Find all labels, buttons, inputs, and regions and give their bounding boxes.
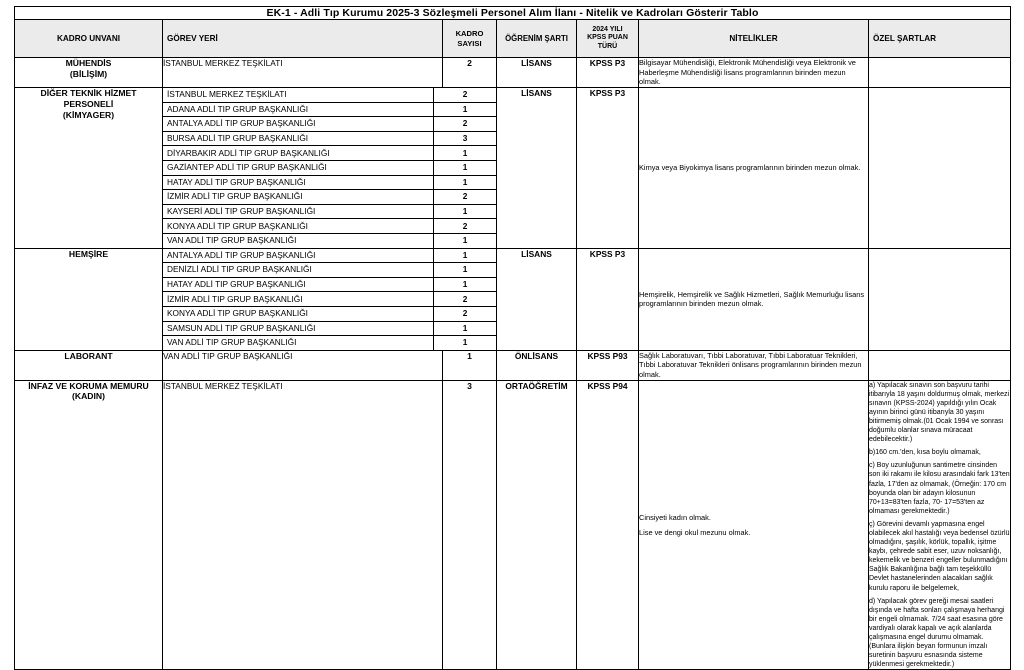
kadro-sayisi: 1 (434, 204, 497, 219)
header-kadro-sayisi (443, 20, 497, 58)
kadro-sayisi: 2 (434, 190, 497, 205)
personnel-table (14, 6, 1011, 670)
row-unvan (15, 58, 163, 88)
unvan-line2: (KADIN) (72, 391, 105, 402)
table-header-row (15, 20, 1011, 58)
row-ozel-sartlar (869, 350, 1011, 380)
table-title-row (15, 7, 1011, 20)
row-nitelikler (639, 88, 869, 249)
kadro-sayisi: 1 (434, 249, 497, 263)
row-kpss: KPSS P93 (577, 350, 639, 380)
ozel-sart-paragraph: a) Yapılacak sınavın son başvuru tarihi itibarıyla 18 yaşını doldurmuş olmak, merkezi sınavın (KPSS-2024) yapıldığı yılın Ocak ayının birinci günü itibarıyla 30 yaşını bitirmemiş olmak.(01 Ocak 1994 ve sonrası doğumlu olanlar sınava müracaat edebilecektir.) (869, 381, 1010, 444)
row-nitelikler (639, 248, 869, 350)
gorev-yeri: KONYA ADLİ TIP GRUP BAŞKANLIĞI (163, 306, 434, 321)
list-item (163, 88, 496, 102)
row-ogrenim: LİSANS (497, 88, 577, 249)
ozel-sart-paragraph: d) Yapılacak görev gereği mesai saatleri dışında ve hafta sonları çalışmaya herhangi bir engeli olmamak. 7/24 saat esasına göre vardiyalı olarak kapalı ve açık alanlarda çalışmasına engel durumu olmamak. (Bunlara ilişkin beyan formunun imzalı suretinin başvuru esnasında sisteme yüklenmesi gerekmektedir.) (869, 597, 1005, 669)
list-item (163, 175, 496, 190)
header-ozel-sartlar: ÖZEL ŞARTLAR (869, 20, 1011, 58)
row-ogrenim: LİSANS (497, 248, 577, 350)
row-unvan: LABORANT (15, 350, 163, 380)
nitelik-paragraph: Cinsiyeti kadın olmak. (639, 512, 711, 522)
kadro-sayisi: 1 (434, 277, 497, 292)
row-ogrenim: ÖNLİSANS (497, 350, 577, 380)
row-ogrenim: ORTAÖĞRETİM (497, 380, 577, 670)
kadro-sayisi: 1 (434, 161, 497, 176)
gorev-yeri: KAYSERİ ADLİ TIP GRUP BAŞKANLIĞI (163, 204, 434, 219)
list-item (163, 204, 496, 219)
header-nitelikler: NİTELİKLER (639, 20, 869, 58)
row-unvan (15, 88, 163, 249)
table-row (15, 88, 1011, 249)
gorev-yeri: ANTALYA ADLİ TIP GRUP BAŞKANLIĞI (163, 249, 434, 263)
row-kadro-sayisi: 2 (443, 58, 497, 88)
kadro-sayisi: 1 (434, 233, 497, 247)
row-unvan (15, 380, 163, 670)
nitelik-paragraph: Sağlık Laboratuvarı, Tıbbi Laboratuvar, Tıbbi Laboratuar Teknikleri, Tıbbi Laboratuvar Teknikleri önlisans programlarının birinden mezun olmak. (639, 350, 862, 379)
header-kpss-line1: 2024 YILI (592, 26, 623, 33)
list-item (163, 249, 496, 263)
list-item (163, 233, 496, 247)
header-kpss-line3: TÜRÜ (597, 42, 618, 50)
unvan-line2: (BİLİŞİM) (69, 68, 108, 79)
list-item (163, 131, 496, 146)
unvan-line1: HEMŞİRE (68, 248, 109, 259)
document-title: EK-1 - Adli Tıp Kurumu 2025-3 Sözleşmeli Personel Alım İlanı - Nitelik ve Kadroları Gösterir Tablo (15, 7, 1011, 20)
unvan-line1: İNFAZ VE KORUMA MEMURU (28, 380, 149, 391)
nitelik-paragraph: Kimya veya Biyokimya lisans programlarının birinden mezun olmak. (639, 163, 861, 172)
list-item (163, 161, 496, 176)
header-ogrenim-sarti: ÖĞRENİM ŞARTI (497, 20, 577, 58)
list-item (163, 321, 496, 336)
row-ogrenim: LİSANS (497, 58, 577, 88)
ozel-sart-paragraph: ç) Görevini devamlı yapmasına engel olabilecek akıl hastalığı veya bedensel özürlü olmadığını, şaşılık, körlük, topallık, işitme kaybı, çehrede sabit eser, uzuv noksanlığı, kekemelik ve benzeri engeller bulunmadığını Sağlık Bakanlığına bağlı tam teşekküllü Devlet hastanelerinden alacakları sağlık kurulu raporu ile belgelemek, (869, 520, 1010, 592)
kadro-sayisi: 1 (434, 321, 497, 336)
table-row (15, 58, 1011, 88)
gorev-yeri: VAN ADLİ TIP GRUP BAŞKANLIĞI (167, 235, 297, 246)
list-item (163, 306, 496, 321)
header-kadro-sayisi-line1: KADRO (455, 29, 484, 39)
row-unvan (15, 248, 163, 350)
list-item (163, 277, 496, 292)
row-nitelikler (639, 380, 869, 670)
list-item (163, 292, 496, 307)
gorev-yeri: GAZİANTEP ADLİ TIP GRUP BAŞKANLIĞI (163, 161, 434, 176)
nitelik-paragraph: Bilgisayar Mühendisliği, Elektronik Mühendisliği veya Elektronik ve Haberleşme Mühendisliği lisans programlarının birinden mezun olmak. (639, 58, 856, 87)
ozel-sart-paragraph: c) Boy uzunluğunun santimetre cinsinden son iki rakamı ile kilosu arasındaki fark 13'ten fazla, 17'den az olmamak, (Örneğin: 170 cm boyunda olan bir adayın kilosunun 70+13=83'ten fazla, 70- 17=53'ten az olmaması gerekmektedir.) (869, 462, 1010, 515)
list-item (163, 146, 496, 161)
kadro-sayisi: 2 (434, 306, 497, 321)
row-location-group (163, 248, 497, 350)
row-location-group (163, 88, 497, 249)
unvan-line1: DİĞER TEKNİK HİZMET PERSONELİ (40, 88, 137, 109)
nitelik-paragraph: Lise ve dengi okul mezunu olmak. (639, 527, 751, 537)
kadro-sayisi: 2 (434, 117, 497, 132)
row-kpss: KPSS P3 (577, 88, 639, 249)
header-kpss-line2: KPSS PUAN (587, 34, 628, 42)
gorev-yeri: HATAY ADLİ TIP GRUP BAŞKANLIĞI (163, 277, 434, 292)
list-item (163, 336, 496, 350)
gorev-yeri: VAN ADLİ TIP GRUP BAŞKANLIĞI (167, 337, 297, 348)
row-ozel-sartlar (869, 88, 1011, 249)
gorev-yeri: İZMİR ADLİ TIP GRUP BAŞKANLIĞI (163, 292, 434, 307)
list-item (163, 219, 496, 234)
header-kpss-puan-turu (577, 20, 639, 58)
kadro-sayisi: 2 (434, 292, 497, 307)
header-gorev-yeri: GÖREV YERİ (163, 20, 443, 58)
kadro-sayisi: 2 (434, 219, 497, 234)
gorev-yeri: ADANA ADLİ TIP GRUP BAŞKANLIĞI (163, 102, 434, 117)
kadro-sayisi: 1 (434, 146, 497, 161)
gorev-yeri: SAMSUN ADLİ TIP GRUP BAŞKANLIĞI (163, 321, 434, 336)
gorev-yeri: DİYARBAKIR ADLİ TIP GRUP BAŞKANLIĞI (163, 146, 434, 161)
kadro-sayisi: 2 (434, 88, 497, 102)
unvan-line2: (KİMYAGER) (62, 109, 115, 120)
list-item (163, 102, 496, 117)
row-kadro-sayisi: 3 (443, 380, 497, 670)
table-row (15, 248, 1011, 350)
row-nitelikler (639, 350, 869, 380)
row-gorev-yeri: İSTANBUL MERKEZ TEŞKİLATI (163, 58, 443, 88)
row-kpss: KPSS P3 (577, 58, 639, 88)
kadro-sayisi: 1 (434, 102, 497, 117)
unvan-line1: MÜHENDİS (65, 58, 112, 69)
row-nitelikler (639, 58, 869, 88)
row-gorev-yeri: VAN ADLİ TIP GRUP BAŞKANLIĞI (163, 350, 443, 380)
row-kpss: KPSS P3 (577, 248, 639, 350)
kadro-sayisi: 1 (434, 175, 497, 190)
gorev-yeri: BURSA ADLİ TIP GRUP BAŞKANLIĞI (163, 131, 434, 146)
row-ozel-sartlar (869, 58, 1011, 88)
header-kadro-sayisi-line2: SAYISI (457, 38, 482, 48)
row-kpss: KPSS P94 (577, 380, 639, 670)
kadro-sayisi: 1 (434, 263, 497, 278)
ozel-sart-paragraph: b)160 cm.'den, kısa boylu olmamak, (869, 449, 981, 457)
row-gorev-yeri: İSTANBUL MERKEZ TEŞKİLATI (163, 380, 443, 670)
list-item (163, 117, 496, 132)
header-kadro-unvani: KADRO UNVANI (15, 20, 163, 58)
list-item (163, 263, 496, 278)
nitelik-paragraph: Hemşirelik, Hemşirelik ve Sağlık Hizmetleri, Sağlık Memurluğu lisans programlarının birinden mezun olmak. (639, 289, 865, 309)
location-subtable (163, 249, 496, 350)
location-subtable (163, 88, 496, 248)
gorev-yeri: İSTANBUL MERKEZ TEŞKİLATI (163, 88, 434, 102)
row-ozel-sartlar (869, 380, 1011, 670)
gorev-yeri: HATAY ADLİ TIP GRUP BAŞKANLIĞI (163, 175, 434, 190)
gorev-yeri: KONYA ADLİ TIP GRUP BAŞKANLIĞI (163, 219, 434, 234)
gorev-yeri: İZMİR ADLİ TIP GRUP BAŞKANLIĞI (163, 190, 434, 205)
row-kadro-sayisi: 1 (443, 350, 497, 380)
gorev-yeri: ANTALYA ADLİ TIP GRUP BAŞKANLIĞI (163, 117, 434, 132)
table-row (15, 350, 1011, 380)
table-row (15, 380, 1011, 670)
kadro-sayisi: 3 (434, 131, 497, 146)
list-item (163, 190, 496, 205)
kadro-sayisi: 1 (434, 336, 497, 350)
gorev-yeri: DENİZLİ ADLİ TIP GRUP BAŞKANLIĞI (163, 263, 434, 278)
row-ozel-sartlar (869, 248, 1011, 350)
